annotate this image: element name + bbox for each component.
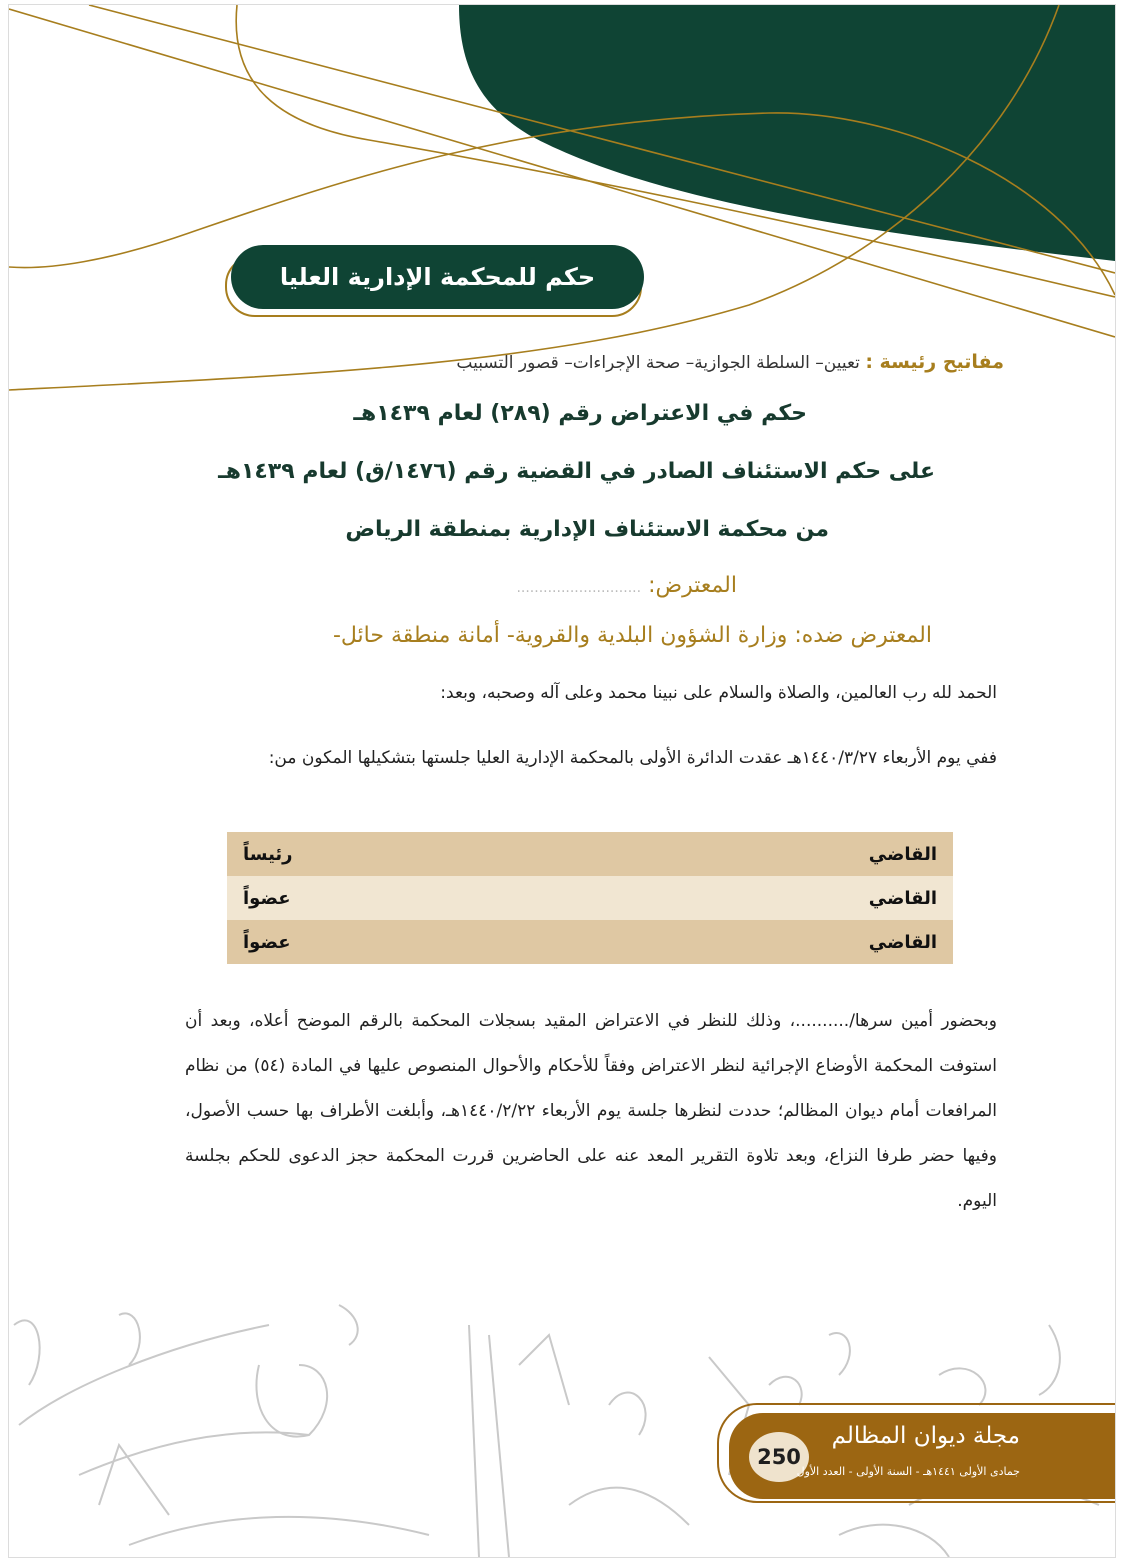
proceedings-paragraph: وبحضور أمين سرها/..........، وذلك للنظر في الاعتراض المقيد بسجلات المحكمة بالرقم الموضح أعلاه، وبعد أن استوفت المحكمة الأوضاع الإجرائية لنظر الاعتراض وفقاً للأحكام والأحوال المنصوص عليها في المادة (٥٤) من نظام المرافعات أمام ديوان المظالم؛ حددت لنظرها جلسة يوم الأربعاء ١٤٤٠/٢/٢٢هـ، وأبلغت الأطراف بها حسب الأصول، وفيها حضر طرفا النزاع، وبعد تلاوة التقرير المعد عنه على الحاضرين قررت المحكمة حجز الدعوى للحكم بجلسة اليوم. (185, 1011, 997, 1211)
objector-line (516, 573, 737, 598)
panel-row (227, 876, 953, 920)
calligraphy-background-decoration (9, 5, 1115, 1557)
page-number: 250 (749, 1432, 809, 1482)
panel-role: عضواً (227, 920, 553, 964)
panel-row (227, 920, 953, 964)
panel-role: رئيساً (227, 832, 553, 876)
heading-court: من محكمة الاستئناف الإدارية بمنطقة الرياض (345, 517, 829, 542)
page-title: حكم للمحكمة الإدارية العليا (231, 245, 644, 309)
panel-title: القاضي (553, 832, 953, 876)
panel-row (227, 832, 953, 876)
opening-paragraph: الحمد لله رب العالمين، والصلاة والسلام على نبينا محمد وعلى آله وصحبه، وبعد: (440, 683, 997, 703)
panel-title: القاضي (553, 920, 953, 964)
keywords-line (456, 351, 1004, 373)
objector-label: المعترض: (648, 573, 737, 598)
journal-issue: جمادى الأولى ١٤٤١هـ - السنة الأولى - العدد الأول (796, 1465, 1020, 1478)
session-paragraph: ففي يوم الأربعاء ١٤٤٠/٣/٢٧هـ عقدت الدائرة الأولى بالمحكمة الإدارية العليا جلستها بتشكيلها المكون من: (268, 748, 997, 768)
document-page (8, 4, 1116, 1558)
respondent-line: المعترض ضده: وزارة الشؤون البلدية والقروية- أمانة منطقة حائل- (332, 623, 932, 648)
panel-role: عضواً (227, 876, 553, 920)
keywords-value: تعيين– السلطة الجوازية– صحة الإجراءات– قصور التسبيب (456, 353, 860, 373)
heading-appeal-case: على حكم الاستئناف الصادر في القضية رقم (١٤٧٦/ق) لعام ١٤٣٩هـ (218, 459, 935, 484)
journal-name: مجلة ديوان المظالم (831, 1423, 1020, 1449)
objector-placeholder: ............................ (516, 580, 642, 596)
panel-table (227, 832, 953, 964)
heading-objection-number: حكم في الاعتراض رقم (٢٨٩) لعام ١٤٣٩هـ (353, 401, 807, 426)
keywords-label: مفاتيح رئيسة : (865, 351, 1004, 373)
panel-title: القاضي (553, 876, 953, 920)
